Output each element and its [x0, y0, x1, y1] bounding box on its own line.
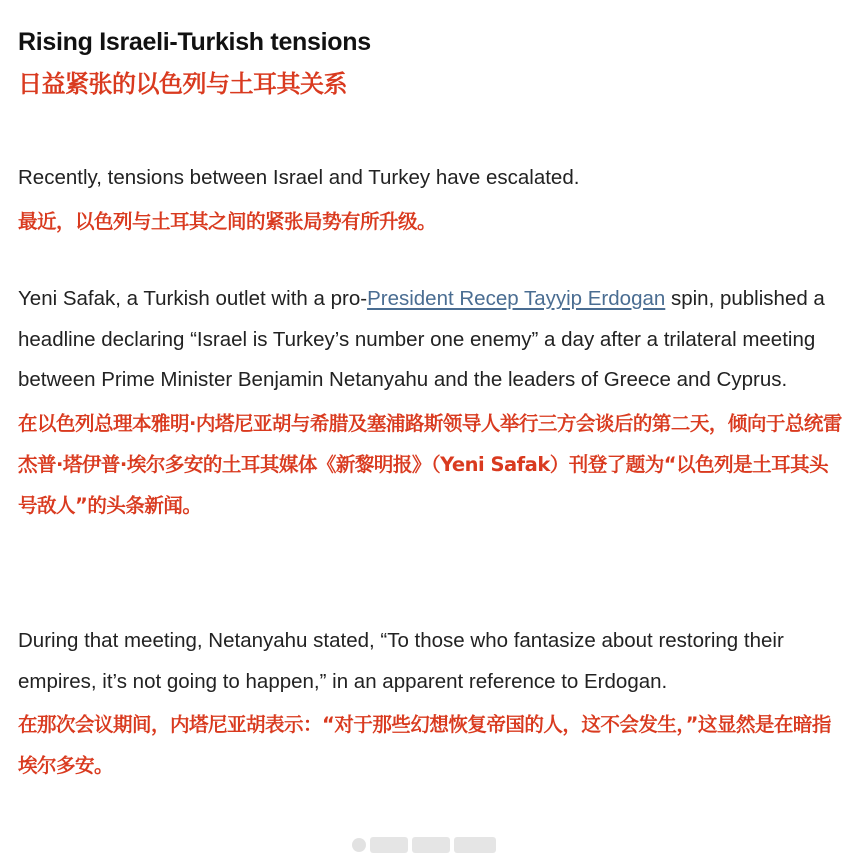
paragraph-3-zh: 在那次会议期间，内塔尼亚胡表示：“对于那些幻想恢复帝国的人，这不会发生，”这显然是在暗指埃尔多安。 [18, 713, 831, 777]
watermark-logo [352, 830, 498, 860]
paragraph-1 [18, 158, 843, 242]
paragraph-2-en-after: spin, published a headline declaring “Israel is Turkey’s number one enemy” a day after a trilateral meeting between Prime Minister Benjamin Netanyahu and the leaders of Greece and Cyprus. [18, 287, 825, 391]
paragraph-2-zh: 在以色列总理本雅明·内塔尼亚胡与希腊及塞浦路斯领导人举行三方会谈后的第二天，倾向于总统雷杰普·塔伊普·埃尔多安的土耳其媒体《新黎明报》（Yeni Safak）刊登了题为“以色列是土耳其头号敌人”的头条新闻。 [18, 411, 842, 517]
article-title-zh: 日益紧张的以色列与土耳其关系 [18, 70, 347, 98]
paragraph-3-en: During that meeting, Netanyahu stated, “To those who fantasize about restoring their empires, it’s not going to happen,” in an apparent reference to Erdogan. [18, 629, 784, 693]
article [18, 24, 843, 777]
paragraph-2-en [18, 279, 843, 401]
watermark-mark [370, 837, 408, 853]
watermark-mark [454, 837, 496, 853]
paragraph-1-zh: 最近，以色列与土耳其之间的紧张局势有所升级。 [18, 209, 437, 233]
paragraph-3 [18, 621, 843, 786]
watermark-mark [412, 837, 450, 853]
paragraph-1-en: Recently, tensions between Israel and Turkey have escalated. [18, 166, 580, 189]
paragraph-2 [18, 279, 843, 526]
erdogan-link[interactable]: President Recep Tayyip Erdogan [367, 287, 666, 310]
article-title-en: Rising Israeli-Turkish tensions [18, 28, 371, 56]
paragraph-2-en-before: Yeni Safak, a Turkish outlet with a pro- [18, 287, 368, 310]
watermark-icon [352, 838, 366, 852]
